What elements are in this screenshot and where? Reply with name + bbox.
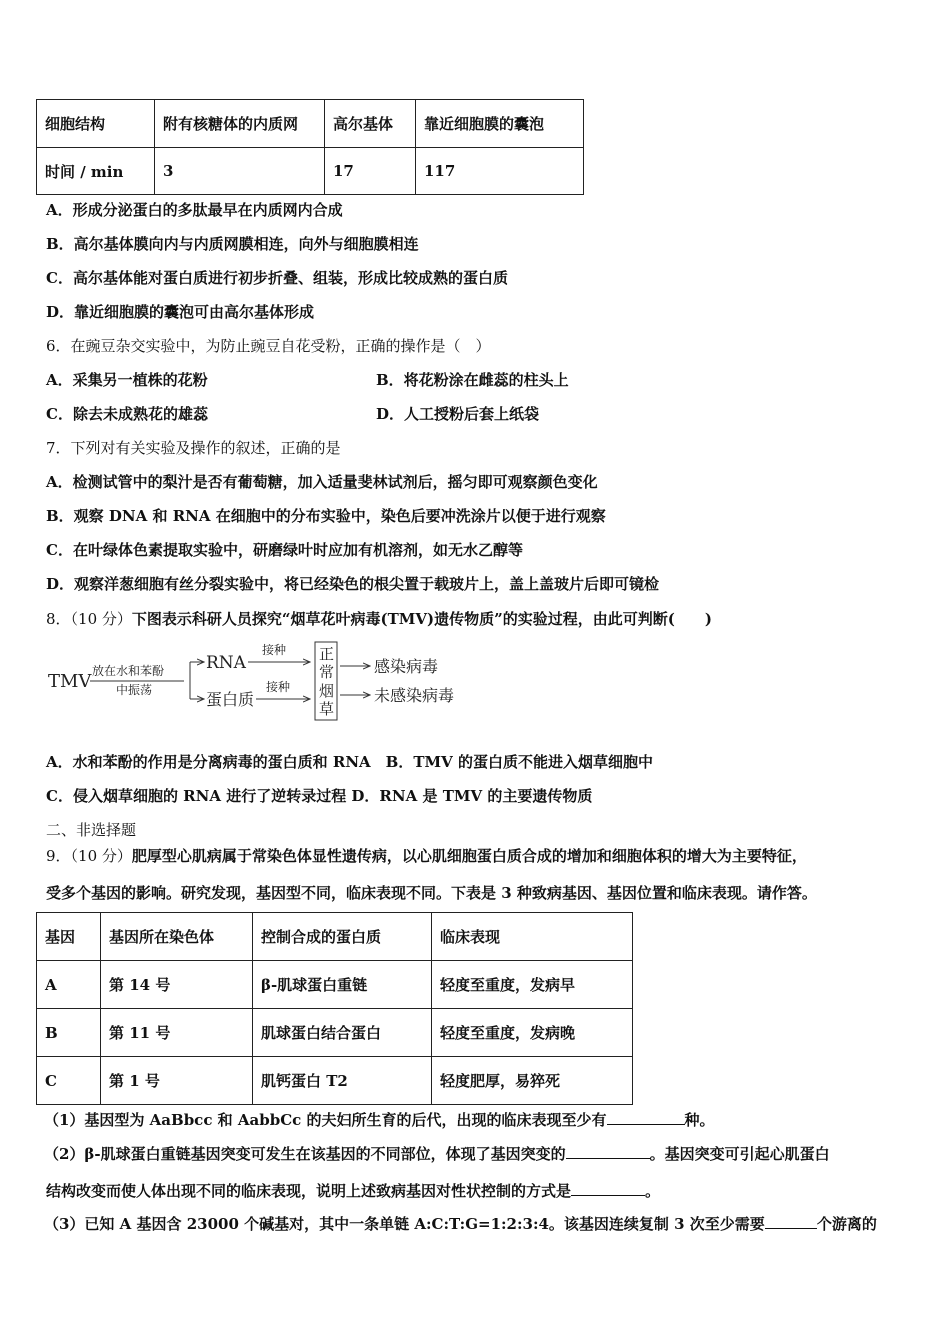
q8-options-line-2: C．侵入烟草细胞的 RNA 进行了逆转录过程 D．RNA 是 TMV 的主要遗传物质 <box>46 787 593 805</box>
q7-option-c: C．在叶绿体色素提取实验中，研磨绿叶时应加有机溶剂，如无水乙醇等 <box>46 541 523 559</box>
tobacco-char: 烟 <box>319 682 335 700</box>
infected-label: 感染病毒 <box>374 657 439 676</box>
inoculate-label-top: 接种 <box>262 643 287 657</box>
table-row <box>37 1009 633 1057</box>
q8-number: 8．（10 分） <box>46 610 132 628</box>
table-header-cell: 附有核糖体的内质网 <box>155 100 325 148</box>
q5-option-d: D．靠近细胞膜的囊泡可由高尔基体形成 <box>46 303 315 321</box>
q9-stem-line-2: 受多个基因的影响。研究发现，基因型不同，临床表现不同。下表是 3 种致病基因、基因位置和临床表现。请作答。 <box>46 884 817 902</box>
table-cell: 肌球蛋白结合蛋白 <box>253 1009 432 1057</box>
table-cell: 轻度肥厚，易猝死 <box>432 1057 633 1105</box>
table-cell: 3 <box>155 148 325 195</box>
q9-sub-2-line-2-suffix: 。 <box>645 1182 661 1200</box>
table-cell: 轻度至重度，发病晚 <box>432 1009 633 1057</box>
q6-option-c: C．除去未成熟花的雄蕊 <box>46 405 208 423</box>
table-cell: B <box>37 1009 101 1057</box>
treatment-text-bottom: 中振荡 <box>116 683 153 697</box>
q9-number: 9．（10 分） <box>46 847 132 865</box>
tmv-experiment-diagram <box>44 636 484 726</box>
q9-sub-3 <box>44 1213 877 1234</box>
q7-option-d: D．观察洋葱细胞有丝分裂实验中，将已经染色的根尖置于载玻片上，盖上盖玻片后即可镜检 <box>46 575 660 593</box>
table-header-cell: 临床表现 <box>432 913 633 961</box>
table-cell: 第 11 号 <box>101 1009 253 1057</box>
q9-sub-2-line-2 <box>46 1180 660 1201</box>
tmv-label: TMV <box>48 671 92 692</box>
q7-option-a: A．检测试管中的梨汁是否有葡萄糖，加入适量斐林试剂后，摇匀即可观察颜色变化 <box>46 473 598 491</box>
q6-option-d: D．人工授粉后套上纸袋 <box>376 405 540 423</box>
table-row <box>37 1057 633 1105</box>
tobacco-char: 正 <box>319 645 335 663</box>
q6-option-a: A．采集另一植株的花粉 <box>46 371 208 389</box>
section-heading: 二、非选择题 <box>46 821 137 839</box>
q9-sub-2 <box>44 1143 830 1164</box>
answer-blank[interactable] <box>571 1181 645 1196</box>
q9-sub-2-line-2-text: 结构改变而使人体出现不同的临床表现，说明上述致病基因对性状控制的方式是 <box>46 1182 572 1200</box>
table-header-cell: 细胞结构 <box>37 100 155 148</box>
q9-sub-1-text: （1）基因型为 AaBbcc 和 AabbCc 的夫妇所生育的后代，出现的临床表现至少有 <box>44 1111 607 1129</box>
table-cell: 第 14 号 <box>101 961 253 1009</box>
q8-stem-line <box>46 608 712 629</box>
q5-option-b: B．高尔基体膜向内与内质网膜相连，向外与细胞膜相连 <box>46 235 419 253</box>
table-header-cell: 基因所在染色体 <box>101 913 253 961</box>
inoculate-label-bottom: 接种 <box>266 680 291 694</box>
table-header-cell: 靠近细胞膜的囊泡 <box>416 100 584 148</box>
treatment-text-top: 放在水和苯酚 <box>92 664 165 678</box>
answer-blank[interactable] <box>607 1110 685 1125</box>
table-cell: 轻度至重度，发病早 <box>432 961 633 1009</box>
q7-stem: 7．下列对有关实验及操作的叙述，正确的是 <box>46 439 341 457</box>
q8-options-line-1: A．水和苯酚的作用是分离病毒的蛋白质和 RNA B．TMV 的蛋白质不能进入烟草细胞中 <box>46 753 653 771</box>
rna-label: RNA <box>206 653 246 673</box>
table-cell: A <box>37 961 101 1009</box>
q6-row-1 <box>46 369 569 390</box>
not-infected-label: 未感染病毒 <box>374 686 455 705</box>
table-cell: C <box>37 1057 101 1105</box>
table-header-cell: 控制合成的蛋白质 <box>253 913 432 961</box>
cell-structure-table <box>36 99 584 195</box>
q9-sub-3-text: （3）已知 A 基因含 23000 个碱基对，其中一条单链 A:C:T:G=1:2:3:4。该基因连续复制 3 次至少需要 <box>44 1215 765 1233</box>
q6-row-2 <box>46 403 540 424</box>
table-cell: 肌钙蛋白 T2 <box>253 1057 432 1105</box>
table-row <box>37 961 633 1009</box>
q9-sub-1-suffix: 种。 <box>684 1111 715 1129</box>
q9-sub-2-text: （2）β-肌球蛋白重链基因突变可发生在该基因的不同部位，体现了基因突变的 <box>44 1145 566 1163</box>
q9-sub-1 <box>44 1109 715 1130</box>
q9-sub-3-suffix: 个游离的 <box>816 1215 877 1233</box>
q5-option-c: C．高尔基体能对蛋白质进行初步折叠、组装，形成比较成熟的蛋白质 <box>46 269 508 287</box>
q9-stem-1: 肥厚型心肌病属于常染色体显性遗传病，以心肌细胞蛋白质合成的增加和细胞体积的增大为主要特征， <box>131 847 807 865</box>
gene-table <box>36 912 633 1105</box>
q8-stem: 下图表示科研人员探究“烟草花叶病毒(TMV)遗传物质”的实验过程，由此可判断( ) <box>131 610 712 628</box>
q7-option-b: B．观察 DNA 和 RNA 在细胞中的分布实验中，染色后要冲洗涂片以便于进行观察 <box>46 507 606 525</box>
answer-blank[interactable] <box>765 1214 817 1229</box>
q5-option-a: A．形成分泌蛋白的多肽最早在内质网内合成 <box>46 201 343 219</box>
table-cell: 17 <box>325 148 416 195</box>
table-header-cell: 基因 <box>37 913 101 961</box>
protein-label: 蛋白质 <box>206 690 255 709</box>
q6-option-b: B．将花粉涂在雌蕊的柱头上 <box>376 371 569 389</box>
q9-sub-2-suffix: 。基因突变可引起心肌蛋白 <box>649 1145 830 1163</box>
answer-blank[interactable] <box>566 1144 650 1159</box>
tobacco-char: 草 <box>319 700 335 718</box>
q6-stem: 6．在豌豆杂交实验中，为防止豌豆自花受粉，正确的操作是（ ） <box>46 337 491 355</box>
table-cell: 时间 / min <box>37 148 155 195</box>
table-cell: 第 1 号 <box>101 1057 253 1105</box>
table-cell: β-肌球蛋白重链 <box>253 961 432 1009</box>
q9-stem-line-1 <box>46 845 807 866</box>
tobacco-char: 常 <box>319 663 335 681</box>
table-header-cell: 高尔基体 <box>325 100 416 148</box>
table-cell: 117 <box>416 148 584 195</box>
